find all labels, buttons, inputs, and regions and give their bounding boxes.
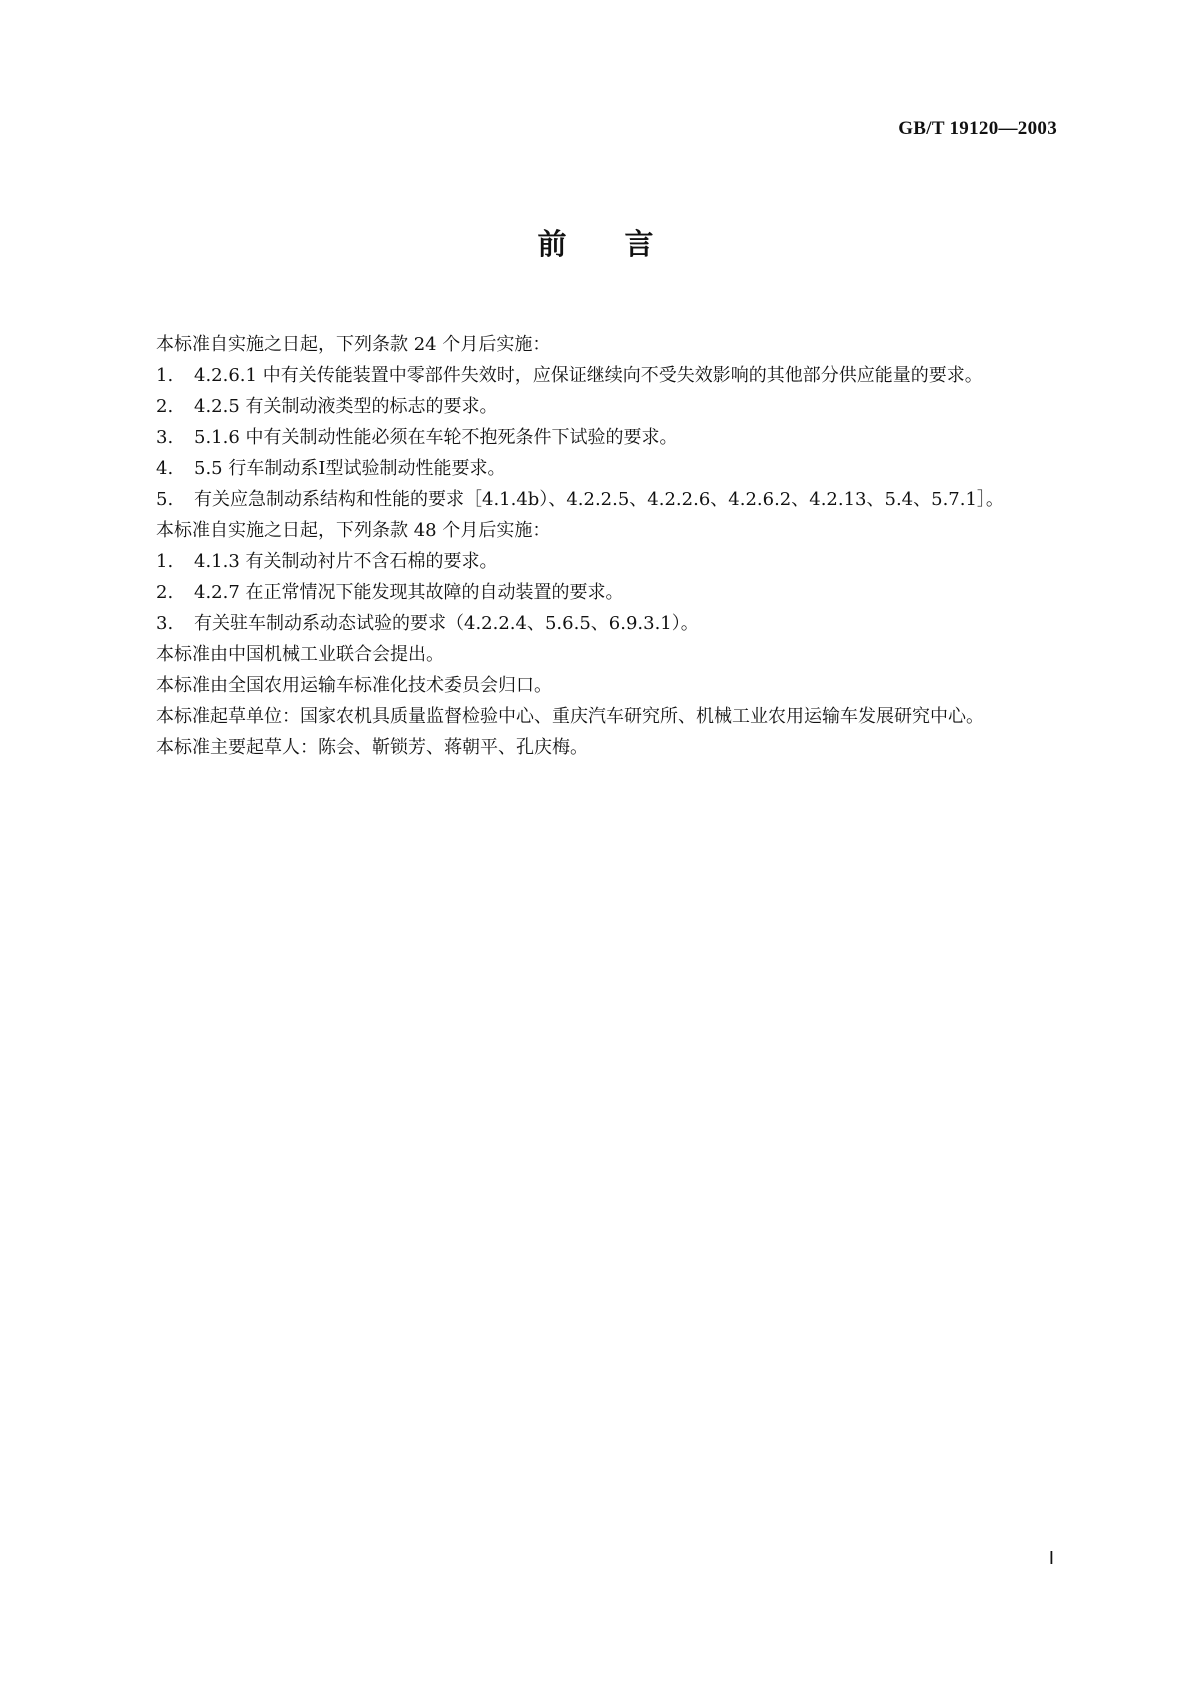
- list-item-number: 3.: [156, 613, 174, 634]
- list-item-number: 4.: [156, 458, 174, 479]
- list-item-text: 有关应急制动系结构和性能的要求［4.1.4b）、4.2.2.5、4.2.2.6、4.2.6.2、4.2.13、5.4、5.7.1］。: [194, 489, 1004, 510]
- list-item-text: 4.2.6.1 中有关传能装置中零部件失效时，应保证继续向不受失效影响的其他部分供应能量的要求。: [194, 365, 983, 386]
- page-title: [0, 226, 1191, 262]
- list-item-number: 2.: [156, 396, 174, 417]
- title-char-1: 前: [537, 227, 567, 261]
- title-char-2: 言: [624, 227, 654, 261]
- list-item: [120, 577, 1060, 608]
- list-item-text: 4.1.3 有关制动衬片不含石棉的要求。: [194, 551, 498, 572]
- list-item: [120, 422, 1060, 453]
- list-item: [120, 608, 1060, 639]
- list-item: [120, 546, 1060, 577]
- list-item-number: 1.: [156, 365, 174, 386]
- list-item: [120, 484, 1060, 515]
- list-item-text: 5.1.6 中有关制动性能必须在车轮不抱死条件下试验的要求。: [194, 427, 678, 448]
- proposer-paragraph: 本标准由中国机械工业联合会提出。: [156, 644, 444, 665]
- list-item-number: 1.: [156, 551, 174, 572]
- list-item-text: 4.2.7 在正常情况下能发现其故障的自动装置的要求。: [194, 582, 624, 603]
- standard-code: GB/T 19120—2003: [898, 118, 1057, 139]
- list-item: [120, 360, 1060, 391]
- list-item: [120, 391, 1060, 422]
- administrator-paragraph: 本标准由全国农用运输车标准化技术委员会归口。: [156, 675, 552, 696]
- list-item-number: 3.: [156, 427, 174, 448]
- intro-paragraph-24-months: 本标准自实施之日起，下列条款 24 个月后实施：: [156, 334, 551, 355]
- drafters-paragraph: 本标准主要起草人：陈会、靳锁芳、蒋朝平、孔庆梅。: [156, 737, 588, 758]
- drafting-units-paragraph: 本标准起草单位：国家农机具质量监督检验中心、重庆汽车研究所、机械工业农用运输车发展研究中心。: [156, 706, 984, 727]
- list-item-number: 5.: [156, 489, 174, 510]
- list-item-text: 有关驻车制动系动态试验的要求（4.2.2.4、5.6.5、6.9.3.1）。: [194, 613, 699, 634]
- list-item-number: 2.: [156, 582, 174, 603]
- page-number: Ⅰ: [1048, 1548, 1054, 1568]
- list-item-text: 5.5 行车制动系Ⅰ型试验制动性能要求。: [194, 458, 506, 479]
- intro-paragraph-48-months: 本标准自实施之日起，下列条款 48 个月后实施：: [156, 520, 551, 541]
- list-item: [120, 453, 1060, 484]
- list-item-text: 4.2.5 有关制动液类型的标志的要求。: [194, 396, 498, 417]
- foreword-body: [120, 329, 1060, 763]
